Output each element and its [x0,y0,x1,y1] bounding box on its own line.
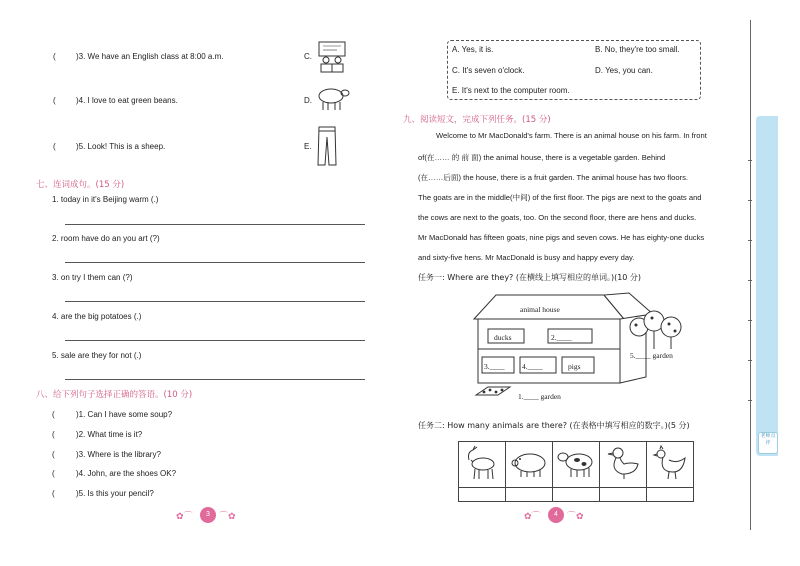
animal-count-table [458,441,694,502]
match-item-4: )4. John, are the shoes OK? [76,469,177,478]
match-item-1: )1. Can I have some soup? [76,410,173,419]
paren: ( [52,410,55,419]
paren: ( [52,489,55,498]
option-d: D. Yes, you can. [595,66,653,75]
letter-d: D. [304,96,312,105]
teacher-comment-badge: 老师点评 [758,432,778,454]
question-5: )5. Look! This is a sheep. [76,142,166,151]
ducks-label: ducks [494,333,512,342]
binding-tick [748,240,752,241]
passage-line-6: Mr MacDonald has fifteen goats, nine pigs and seven cows. He has eighty-one ducks [418,233,705,242]
passage-line-3: (在……后面) the house, there is a fruit garden. The animal house has two floors. [418,173,688,182]
binding-tick [748,320,752,321]
match-item-2: )2. What time is it? [76,430,143,439]
page-number: 3 [200,507,216,523]
order-item-5: 5. sale are they for not (.) [52,351,142,360]
question-3: )3. We have an English class at 8:00 a.m. [76,52,224,61]
match-item-3: )3. Where is the library? [76,450,161,459]
blank-4[interactable]: 4.____ [522,362,543,371]
paren: ( [53,142,56,151]
flower-ornament-right: ⌒✿ [219,512,236,522]
cow-icon [553,442,599,482]
roof-label: animal house [520,305,560,314]
option-b: B. No, they're too small. [595,45,680,54]
question-4: )4. I love to eat green beans. [76,96,178,105]
order-item-1: 1. today in it's Beijing warm (.) [52,195,159,204]
letter-e: E. [304,142,312,151]
passage-line-1: Welcome to Mr MacDonald's farm. There is an animal house on his farm. In front [436,131,707,140]
classroom-picture [317,40,347,74]
cow-count-cell[interactable] [553,488,600,502]
answer-line[interactable] [65,340,365,341]
cow-picture-cell [553,442,600,488]
pig-count-cell[interactable] [506,488,553,502]
letter-c: C. [304,52,312,61]
section-7-heading: 七、连词成句。(15 分) [36,180,125,190]
paren: ( [52,469,55,478]
match-item-5: )5. Is this your pencil? [76,489,154,498]
task-1-heading: 任务一: Where are they? (在横线上填写相应的单词。)(10 分) [418,273,642,282]
answer-line[interactable] [65,301,365,302]
hen-count-cell[interactable] [647,488,694,502]
passage-line-2: of(在…… 的 前 面) the animal house, there is a vegetable garden. Behind [418,153,666,162]
goat-picture-cell [459,442,506,488]
option-e: E. It's next to the computer room. [452,86,570,95]
pigs-label: pigs [568,362,581,371]
pig-icon [506,442,552,482]
blank-3[interactable]: 3.____ [484,362,505,371]
section-8-heading: 八、给下列句子选择正确的答语。(10 分) [36,390,193,400]
answer-line[interactable] [65,224,365,225]
blank-1[interactable]: 1.____ garden [518,392,561,401]
sheep-picture [315,84,351,112]
section-9-heading: 九、阅读短文，完成下列任务。(15 分) [403,115,551,125]
paren: ( [53,52,56,61]
order-item-2: 2. room have do an you art (?) [52,234,160,243]
passage-line-4: The goats are in the middle(中间) of the first floor. The pigs are next to the goats and [418,193,702,202]
goat-icon [459,442,505,482]
hen-icon [647,442,693,482]
hen-picture-cell [647,442,694,488]
answer-line[interactable] [65,379,365,380]
order-item-4: 4. are the big potatoes (.) [52,312,142,321]
option-a: A. Yes, it is. [452,45,494,54]
task-2-heading: 任务二: How many animals are there? (在表格中填写相应的数字。)(5 分) [418,421,690,430]
paren: ( [52,450,55,459]
binding-tick [748,400,752,401]
blank-5[interactable]: 5.____ garden [630,351,673,360]
goat-count-cell[interactable] [459,488,506,502]
passage-line-7: and sixty-five hens. Mr MacDonald is busy and happy every day. [418,253,635,262]
pig-picture-cell [506,442,553,488]
binding-tick [748,360,752,361]
binding-tick [748,200,752,201]
binding-tick [748,280,752,281]
duck-picture-cell [600,442,647,488]
flower-ornament-left: ✿⌒ [176,512,193,522]
flower-ornament-right: ⌒✿ [567,512,584,522]
flower-ornament-left: ✿⌒ [524,512,541,522]
duck-count-cell[interactable] [600,488,647,502]
option-c: C. It's seven o'clock. [452,66,525,75]
paren: ( [53,96,56,105]
trousers-picture [316,125,338,167]
passage-line-5: the cows are next to the goats, too. On the second floor, there are hens and ducks. [418,213,697,222]
side-tab [756,116,778,456]
page-number: 4 [548,507,564,523]
paren: ( [52,430,55,439]
binding-tick [748,160,752,161]
order-item-3: 3. on try I them can (?) [52,273,133,282]
binding-rule [750,20,751,530]
blank-2[interactable]: 2.____ [551,333,572,342]
answer-line[interactable] [65,262,365,263]
duck-icon [600,442,646,482]
